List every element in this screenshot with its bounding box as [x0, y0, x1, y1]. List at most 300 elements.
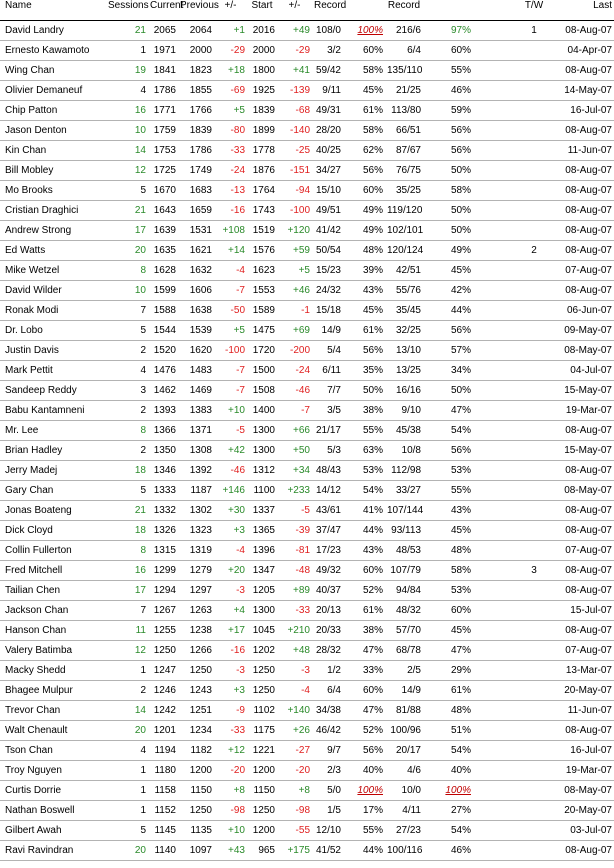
- sessions: 4: [106, 741, 148, 761]
- player-name[interactable]: Ed Watts: [0, 241, 106, 261]
- match-pct: 17%: [343, 801, 385, 821]
- previous-rating: 1297: [178, 581, 214, 601]
- tw-count: [513, 401, 555, 421]
- header-change[interactable]: +/-: [214, 0, 247, 21]
- player-name[interactable]: Tailian Chen: [0, 581, 106, 601]
- player-name[interactable]: Macky Shedd: [0, 661, 106, 681]
- game-record: 42/51: [385, 261, 423, 281]
- player-name[interactable]: Curtis Dorrie: [0, 781, 106, 801]
- start-rating: 1300: [247, 601, 277, 621]
- current-rating: 1544: [148, 321, 178, 341]
- game-record: 9/10: [385, 401, 423, 421]
- tw-count: [513, 801, 555, 821]
- change-since-start: -94: [277, 181, 312, 201]
- change: +3: [214, 681, 247, 701]
- previous-rating: 1749: [178, 161, 214, 181]
- table-row: [0, 21, 614, 41]
- spacer: [473, 81, 513, 101]
- spacer: [473, 601, 513, 621]
- match-record: 48/43: [312, 461, 343, 481]
- current-rating: 1628: [148, 261, 178, 281]
- table-row: [0, 261, 614, 281]
- game-record: 10/8: [385, 441, 423, 461]
- tw-count: [513, 201, 555, 221]
- match-record: 9/11: [312, 81, 343, 101]
- table-row: [0, 421, 614, 441]
- sessions: 8: [106, 421, 148, 441]
- change-since-start: +140: [277, 701, 312, 721]
- game-record: 100/116: [385, 841, 423, 861]
- player-name[interactable]: Justin Davis: [0, 341, 106, 361]
- tw-count: 3: [513, 561, 555, 581]
- tw-count: [513, 661, 555, 681]
- game-record: 48/53: [385, 541, 423, 561]
- game-record: 21/25: [385, 81, 423, 101]
- sessions: 1: [106, 41, 148, 61]
- change-since-start: +50: [277, 441, 312, 461]
- start-rating: 1100: [247, 481, 277, 501]
- spacer: [473, 481, 513, 501]
- match-pct: 47%: [343, 701, 385, 721]
- change: -33: [214, 721, 247, 741]
- header-previous[interactable]: Previous: [178, 0, 214, 21]
- tw-count: [513, 101, 555, 121]
- previous-rating: 1319: [178, 541, 214, 561]
- player-name[interactable]: Mr. Lee: [0, 421, 106, 441]
- spacer: [473, 521, 513, 541]
- last-played: 20-May-07: [555, 681, 614, 701]
- current-rating: 1520: [148, 341, 178, 361]
- player-name[interactable]: Tson Chan: [0, 741, 106, 761]
- spacer: [473, 581, 513, 601]
- spacer: [473, 361, 513, 381]
- change: -16: [214, 201, 247, 221]
- previous-rating: 1182: [178, 741, 214, 761]
- player-name[interactable]: Chip Patton: [0, 101, 106, 121]
- tw-count: [513, 161, 555, 181]
- current-rating: 1140: [148, 841, 178, 861]
- last-played: 06-Jun-07: [555, 301, 614, 321]
- game-pct: 55%: [423, 481, 473, 501]
- tw-count: 2: [513, 241, 555, 261]
- spacer: [473, 161, 513, 181]
- previous-rating: 1839: [178, 121, 214, 141]
- player-name[interactable]: Collin Fullerton: [0, 541, 106, 561]
- game-record: 32/25: [385, 321, 423, 341]
- change: -33: [214, 141, 247, 161]
- spacer: [473, 281, 513, 301]
- player-name[interactable]: David Landry: [0, 21, 106, 41]
- sessions: 20: [106, 241, 148, 261]
- change: -24: [214, 161, 247, 181]
- match-pct: 61%: [343, 101, 385, 121]
- tw-count: [513, 321, 555, 341]
- player-name[interactable]: Jason Denton: [0, 121, 106, 141]
- start-rating: 1175: [247, 721, 277, 741]
- start-rating: 1202: [247, 641, 277, 661]
- game-pct: 43%: [423, 501, 473, 521]
- table-row: [0, 781, 614, 801]
- start-rating: 965: [247, 841, 277, 861]
- previous-rating: 1371: [178, 421, 214, 441]
- current-rating: 1315: [148, 541, 178, 561]
- header-tw[interactable]: T/W: [513, 0, 555, 21]
- spacer: [473, 21, 513, 41]
- table-row: [0, 121, 614, 141]
- spacer: [473, 101, 513, 121]
- last-played: 19-Mar-07: [555, 761, 614, 781]
- player-name[interactable]: Nathan Boswell: [0, 801, 106, 821]
- spacer: [473, 541, 513, 561]
- spacer: [473, 761, 513, 781]
- player-name[interactable]: Ronak Modi: [0, 301, 106, 321]
- tw-count: [513, 141, 555, 161]
- change-since-start: -29: [277, 41, 312, 61]
- game-record: 94/84: [385, 581, 423, 601]
- match-pct: 44%: [343, 521, 385, 541]
- player-name[interactable]: Cristian Draghici: [0, 201, 106, 221]
- start-rating: 1205: [247, 581, 277, 601]
- sessions: 4: [106, 81, 148, 101]
- match-record: 28/32: [312, 641, 343, 661]
- previous-rating: 1234: [178, 721, 214, 741]
- sessions: 21: [106, 21, 148, 41]
- game-pct: 40%: [423, 761, 473, 781]
- current-rating: 1635: [148, 241, 178, 261]
- current-rating: 1639: [148, 221, 178, 241]
- last-played: 04-Apr-07: [555, 41, 614, 61]
- game-record: 216/6: [385, 21, 423, 41]
- previous-rating: 1620: [178, 341, 214, 361]
- player-name[interactable]: Dr. Lobo: [0, 321, 106, 341]
- player-name[interactable]: Gilbert Awah: [0, 821, 106, 841]
- match-record: 34/27: [312, 161, 343, 181]
- sessions: 18: [106, 521, 148, 541]
- tw-count: [513, 281, 555, 301]
- header-change-start[interactable]: +/-: [277, 0, 312, 21]
- current-rating: 1771: [148, 101, 178, 121]
- header-current[interactable]: Current: [148, 0, 178, 21]
- table-row: [0, 61, 614, 81]
- tw-count: [513, 441, 555, 461]
- spacer: [473, 461, 513, 481]
- last-played: 08-Aug-07: [555, 161, 614, 181]
- player-name[interactable]: Fred Mitchell: [0, 561, 106, 581]
- previous-rating: 1539: [178, 321, 214, 341]
- previous-rating: 1279: [178, 561, 214, 581]
- sessions: 14: [106, 701, 148, 721]
- previous-rating: 1263: [178, 601, 214, 621]
- game-record: 66/51: [385, 121, 423, 141]
- player-name[interactable]: Mike Wetzel: [0, 261, 106, 281]
- change: -7: [214, 281, 247, 301]
- last-played: 16-Jul-07: [555, 741, 614, 761]
- sessions: 17: [106, 221, 148, 241]
- game-pct: 55%: [423, 61, 473, 81]
- start-rating: 1500: [247, 361, 277, 381]
- spacer: [473, 501, 513, 521]
- start-rating: 1400: [247, 401, 277, 421]
- change-since-start: +49: [277, 21, 312, 41]
- sessions: 4: [106, 361, 148, 381]
- change: -100: [214, 341, 247, 361]
- game-record: 55/76: [385, 281, 423, 301]
- table-row: [0, 681, 614, 701]
- player-name[interactable]: David Wilder: [0, 281, 106, 301]
- change-since-start: -81: [277, 541, 312, 561]
- player-name[interactable]: Jackson Chan: [0, 601, 106, 621]
- previous-rating: 1250: [178, 801, 214, 821]
- game-record: 45/38: [385, 421, 423, 441]
- player-name[interactable]: Hanson Chan: [0, 621, 106, 641]
- match-pct: 61%: [343, 601, 385, 621]
- player-name[interactable]: Valery Batimba: [0, 641, 106, 661]
- sessions: 1: [106, 761, 148, 781]
- change-since-start: +66: [277, 421, 312, 441]
- change: -7: [214, 361, 247, 381]
- header-sessions[interactable]: Sessions: [106, 0, 148, 21]
- start-rating: 1045: [247, 621, 277, 641]
- start-rating: 1800: [247, 61, 277, 81]
- game-record: 68/78: [385, 641, 423, 661]
- previous-rating: 1659: [178, 201, 214, 221]
- start-rating: 1365: [247, 521, 277, 541]
- game-pct: 59%: [423, 101, 473, 121]
- current-rating: 1753: [148, 141, 178, 161]
- game-pct: 53%: [423, 581, 473, 601]
- player-name[interactable]: Mark Pettit: [0, 361, 106, 381]
- match-record: 17/23: [312, 541, 343, 561]
- current-rating: 1194: [148, 741, 178, 761]
- change: -80: [214, 121, 247, 141]
- previous-rating: 1266: [178, 641, 214, 661]
- game-pct: 50%: [423, 201, 473, 221]
- sessions: 10: [106, 281, 148, 301]
- change: -69: [214, 81, 247, 101]
- start-rating: 1589: [247, 301, 277, 321]
- table-row: [0, 201, 614, 221]
- sessions: 5: [106, 181, 148, 201]
- match-record: 20/13: [312, 601, 343, 621]
- tw-count: [513, 221, 555, 241]
- player-name[interactable]: Troy Nguyen: [0, 761, 106, 781]
- last-played: 07-Aug-07: [555, 641, 614, 661]
- change: -4: [214, 541, 247, 561]
- sessions: 20: [106, 721, 148, 741]
- table-row: [0, 841, 614, 861]
- spacer: [473, 241, 513, 261]
- start-rating: 1475: [247, 321, 277, 341]
- change: +42: [214, 441, 247, 461]
- last-played: 04-Jul-07: [555, 361, 614, 381]
- table-row: [0, 521, 614, 541]
- change-since-start: -7: [277, 401, 312, 421]
- previous-rating: 1469: [178, 381, 214, 401]
- current-rating: 1346: [148, 461, 178, 481]
- match-pct: 56%: [343, 341, 385, 361]
- game-pct: 48%: [423, 541, 473, 561]
- game-record: 87/67: [385, 141, 423, 161]
- spacer: [473, 721, 513, 741]
- start-rating: 1743: [247, 201, 277, 221]
- table-row: [0, 641, 614, 661]
- header-record-games[interactable]: Record: [385, 0, 423, 21]
- match-record: 1/2: [312, 661, 343, 681]
- game-pct: 58%: [423, 181, 473, 201]
- change: -16: [214, 641, 247, 661]
- change-since-start: +120: [277, 221, 312, 241]
- current-rating: 1366: [148, 421, 178, 441]
- current-rating: 1152: [148, 801, 178, 821]
- sessions: 5: [106, 481, 148, 501]
- table-row: [0, 561, 614, 581]
- game-pct: 46%: [423, 81, 473, 101]
- player-name[interactable]: Babu Kantamneni: [0, 401, 106, 421]
- game-pct: 44%: [423, 301, 473, 321]
- current-rating: 1476: [148, 361, 178, 381]
- header-record[interactable]: Record: [312, 0, 343, 21]
- change: +1: [214, 21, 247, 41]
- last-played: 13-Mar-07: [555, 661, 614, 681]
- previous-rating: 1855: [178, 81, 214, 101]
- match-pct: 54%: [343, 481, 385, 501]
- change-since-start: -1: [277, 301, 312, 321]
- start-rating: 1221: [247, 741, 277, 761]
- last-played: 08-May-07: [555, 341, 614, 361]
- previous-rating: 1135: [178, 821, 214, 841]
- last-played: 08-May-07: [555, 481, 614, 501]
- game-pct: 47%: [423, 401, 473, 421]
- start-rating: 1778: [247, 141, 277, 161]
- table-row: [0, 721, 614, 741]
- match-pct: 52%: [343, 581, 385, 601]
- sessions: 14: [106, 141, 148, 161]
- current-rating: 1670: [148, 181, 178, 201]
- player-name[interactable]: Dick Cloyd: [0, 521, 106, 541]
- start-rating: 1337: [247, 501, 277, 521]
- table-row: [0, 281, 614, 301]
- table-row: [0, 381, 614, 401]
- spacer: [473, 181, 513, 201]
- player-name[interactable]: Olivier Demaneuf: [0, 81, 106, 101]
- last-played: 11-Jun-07: [555, 701, 614, 721]
- header-last[interactable]: Last: [555, 0, 614, 21]
- tw-count: [513, 541, 555, 561]
- game-record: 120/124: [385, 241, 423, 261]
- table-row: [0, 661, 614, 681]
- game-pct: 42%: [423, 281, 473, 301]
- player-name[interactable]: Andrew Strong: [0, 221, 106, 241]
- change: +4: [214, 601, 247, 621]
- current-rating: 1294: [148, 581, 178, 601]
- game-pct: 45%: [423, 621, 473, 641]
- tw-count: [513, 621, 555, 641]
- previous-rating: 1786: [178, 141, 214, 161]
- player-name[interactable]: Trevor Chan: [0, 701, 106, 721]
- start-rating: 1839: [247, 101, 277, 121]
- game-record: 4/6: [385, 761, 423, 781]
- change: -5: [214, 421, 247, 441]
- tw-count: [513, 61, 555, 81]
- player-name[interactable]: Gary Chan: [0, 481, 106, 501]
- header-blank: [473, 0, 513, 21]
- tw-count: [513, 581, 555, 601]
- game-pct: 54%: [423, 821, 473, 841]
- match-record: 1/5: [312, 801, 343, 821]
- header-name[interactable]: Name: [0, 0, 106, 21]
- sessions: 2: [106, 341, 148, 361]
- game-pct: 53%: [423, 461, 473, 481]
- match-record: 14/9: [312, 321, 343, 341]
- game-pct: 60%: [423, 41, 473, 61]
- match-record: 15/23: [312, 261, 343, 281]
- player-name[interactable]: Kin Chan: [0, 141, 106, 161]
- match-record: 21/17: [312, 421, 343, 441]
- spacer: [473, 681, 513, 701]
- match-record: 49/31: [312, 101, 343, 121]
- change-since-start: -98: [277, 801, 312, 821]
- change: +10: [214, 401, 247, 421]
- table-row: [0, 461, 614, 481]
- current-rating: 1255: [148, 621, 178, 641]
- player-name[interactable]: Ravi Ravindran: [0, 841, 106, 861]
- match-record: 49/51: [312, 201, 343, 221]
- last-played: 15-May-07: [555, 381, 614, 401]
- match-record: 108/0: [312, 21, 343, 41]
- header-start[interactable]: Start: [247, 0, 277, 21]
- previous-rating: 1323: [178, 521, 214, 541]
- sessions: 7: [106, 601, 148, 621]
- current-rating: 1242: [148, 701, 178, 721]
- table-row: [0, 41, 614, 61]
- match-pct: 38%: [343, 401, 385, 421]
- last-played: 08-May-07: [555, 781, 614, 801]
- player-name[interactable]: Brian Hadley: [0, 441, 106, 461]
- player-name[interactable]: Jonas Boateng: [0, 501, 106, 521]
- player-name[interactable]: Wing Chan: [0, 61, 106, 81]
- player-name[interactable]: Bill Mobley: [0, 161, 106, 181]
- player-name[interactable]: Bhagee Mulpur: [0, 681, 106, 701]
- spacer: [473, 821, 513, 841]
- player-name[interactable]: Walt Chenault: [0, 721, 106, 741]
- player-name[interactable]: Mo Brooks: [0, 181, 106, 201]
- change-since-start: -33: [277, 601, 312, 621]
- tw-count: [513, 501, 555, 521]
- player-name[interactable]: Ernesto Kawamoto: [0, 41, 106, 61]
- current-rating: 1841: [148, 61, 178, 81]
- tw-count: [513, 821, 555, 841]
- match-pct: 52%: [343, 721, 385, 741]
- current-rating: 1759: [148, 121, 178, 141]
- change: +14: [214, 241, 247, 261]
- match-record: 49/32: [312, 561, 343, 581]
- change-since-start: +233: [277, 481, 312, 501]
- previous-rating: 1187: [178, 481, 214, 501]
- previous-rating: 1383: [178, 401, 214, 421]
- game-record: 93/113: [385, 521, 423, 541]
- player-name[interactable]: Sandeep Reddy: [0, 381, 106, 401]
- last-played: 08-Aug-07: [555, 561, 614, 581]
- change: -7: [214, 381, 247, 401]
- player-name[interactable]: Jerry Madej: [0, 461, 106, 481]
- change-since-start: -46: [277, 381, 312, 401]
- table-row: [0, 821, 614, 841]
- sessions: 8: [106, 541, 148, 561]
- table-row: [0, 761, 614, 781]
- table-row: [0, 221, 614, 241]
- game-record: 20/17: [385, 741, 423, 761]
- match-pct: 60%: [343, 681, 385, 701]
